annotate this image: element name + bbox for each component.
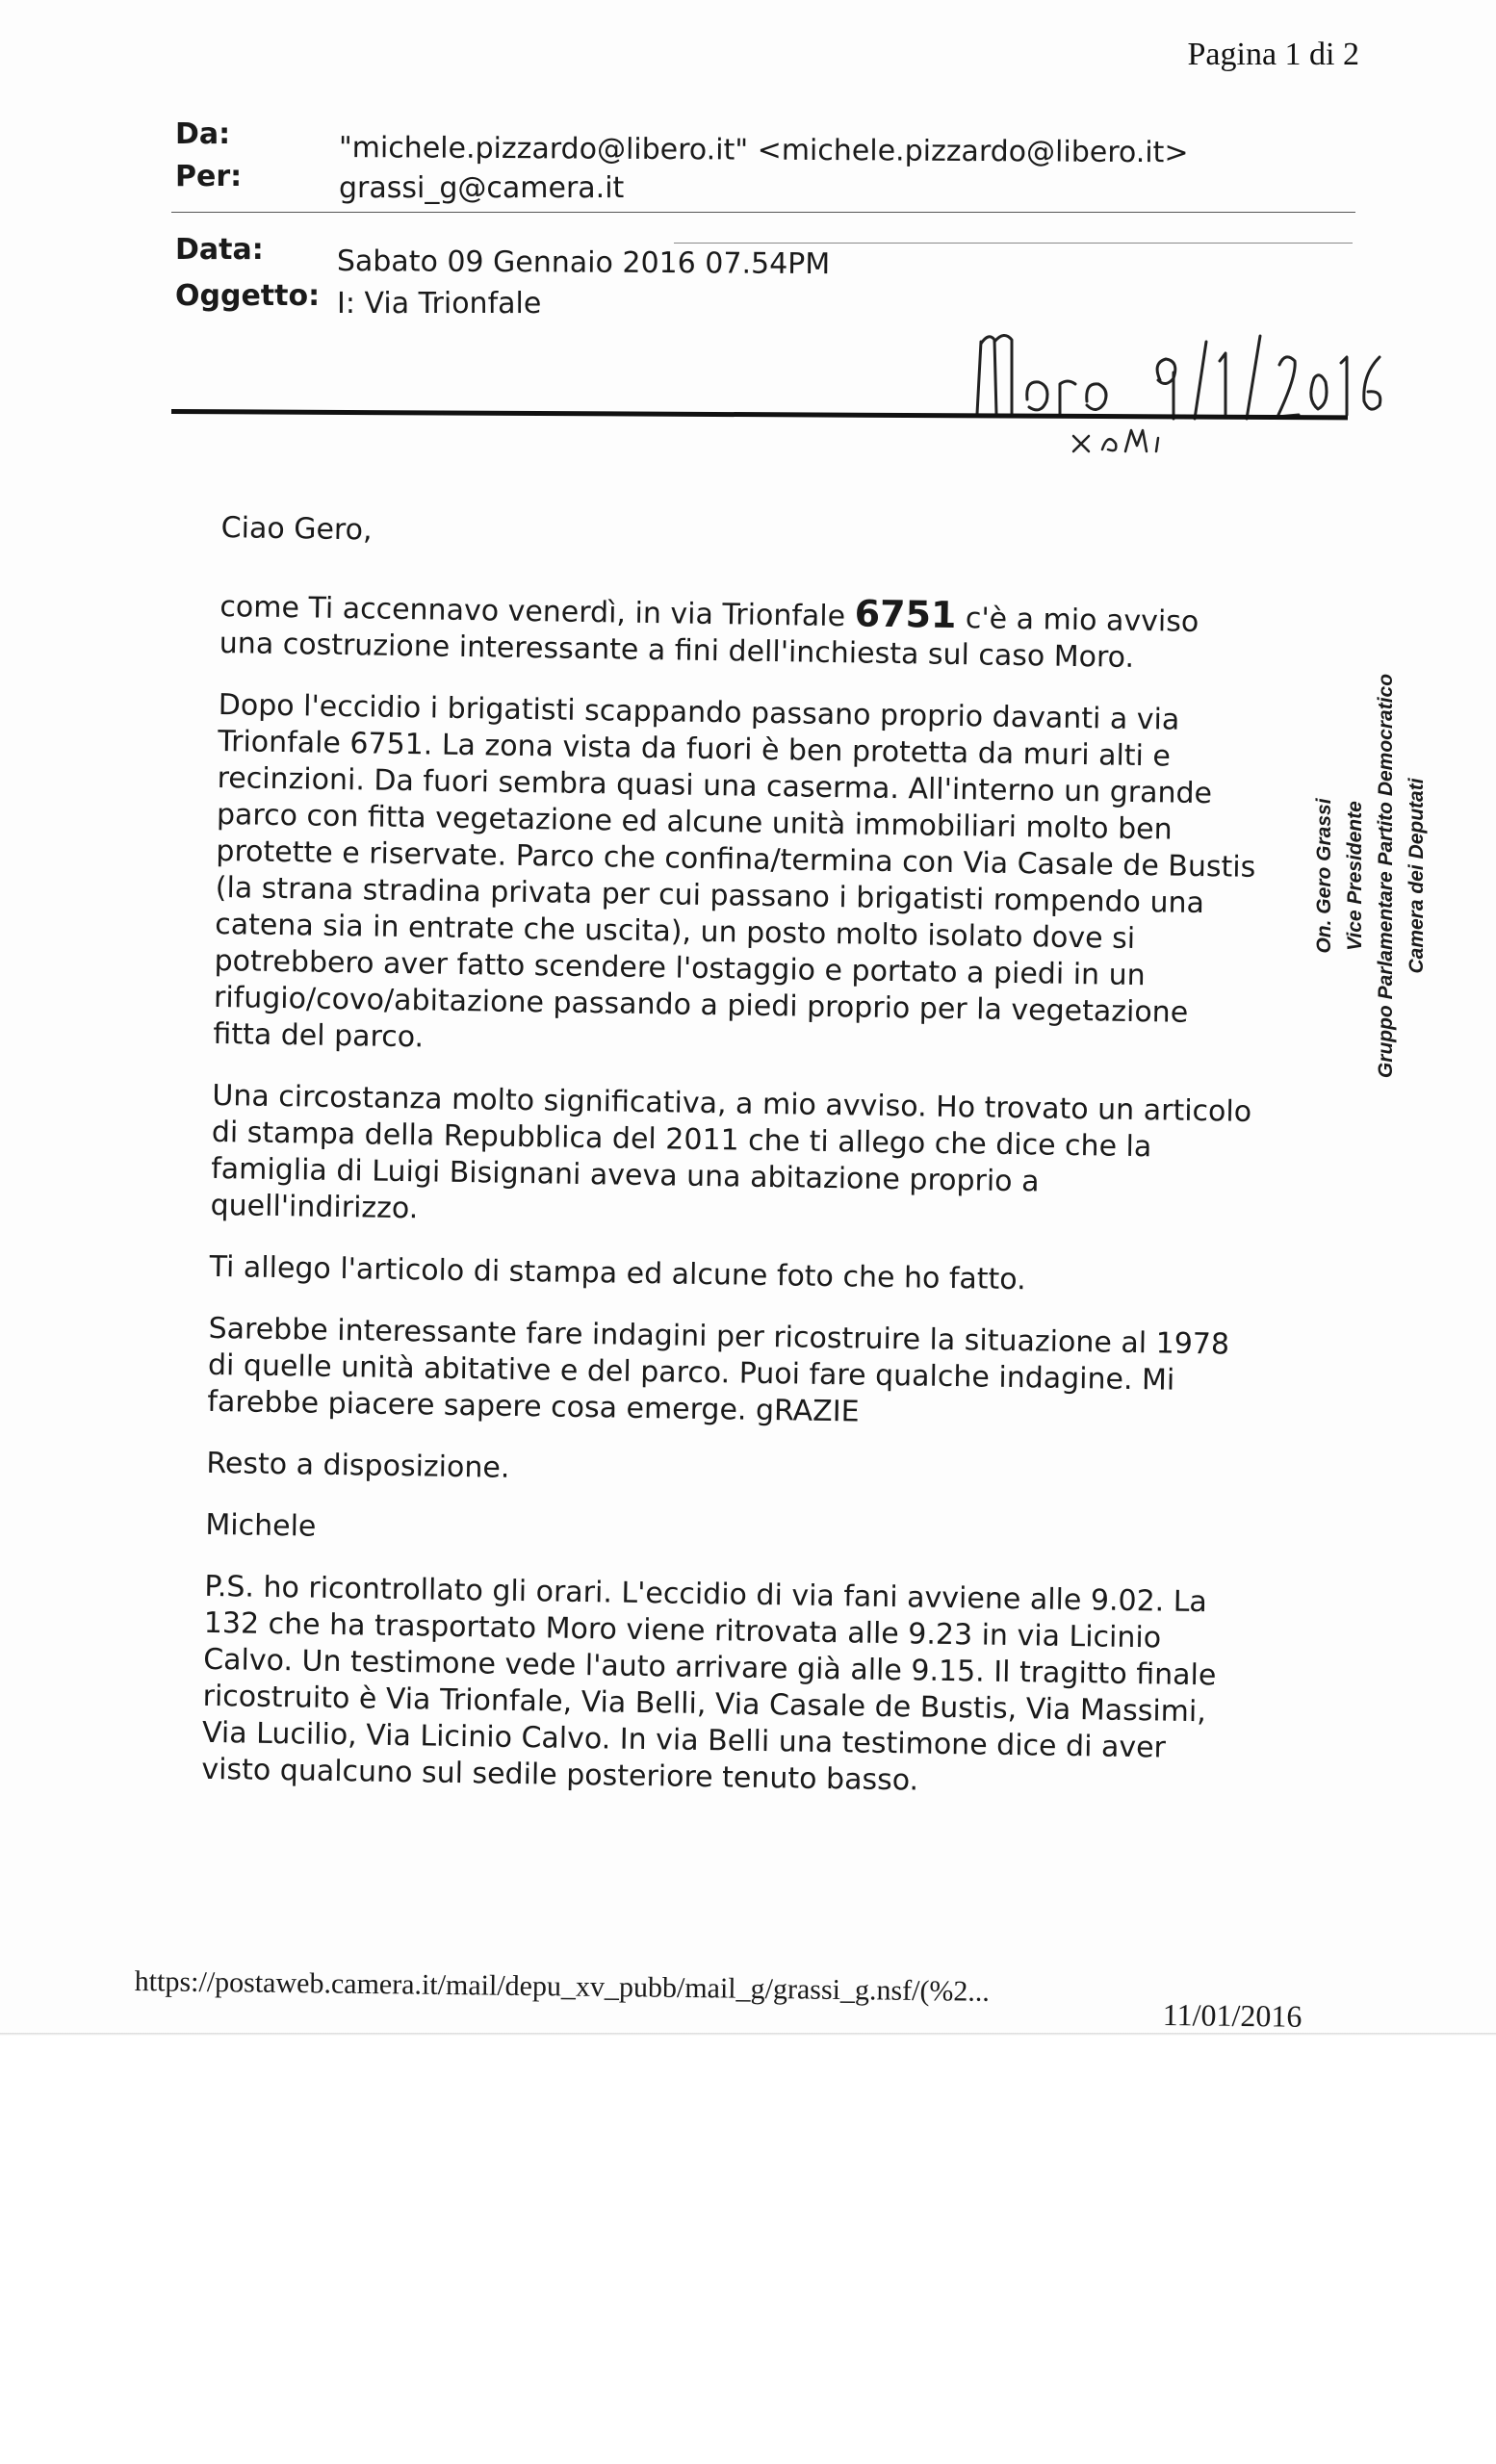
stamp-name: On. Gero Grassi xyxy=(1313,798,1335,954)
paragraph-4: Ti allego l'articolo di stampa ed alcune foto che ho fatto. xyxy=(209,1249,1026,1297)
subject-value: I: Via Trionfale xyxy=(337,287,542,321)
email-body xyxy=(201,510,1261,1830)
to-value: grassi_g@camera.it xyxy=(339,171,625,205)
signature: Michele xyxy=(205,1507,317,1544)
stamp-chamber: Camera dei Deputati xyxy=(1406,778,1428,974)
footer-date: 11/01/2016 xyxy=(1162,1997,1303,2034)
paragraph-6: Resto a disposizione. xyxy=(206,1446,510,1485)
paragraph-1 xyxy=(219,585,1260,679)
to-label: Per: xyxy=(175,160,243,193)
footer-url: https://postaweb.camera.it/mail/depu_xv_pubb/mail_g/grassi_g.nsf/(%2... xyxy=(134,1965,991,2008)
header-divider-2 xyxy=(674,243,1353,244)
header-divider xyxy=(171,212,1355,213)
paragraph-3: Una circostanza molto significativa, a mio avviso. Ho trovato un articolo di stampa della Repubblica del 2011 che ti allego che dice che la famiglia di Luigi Bisignani aveva una abitazione proprio a quell'indirizzo. xyxy=(210,1078,1252,1226)
handwritten-annotation xyxy=(967,322,1391,457)
street-number: 6751 xyxy=(854,592,957,637)
stamp-group: Gruppo Parlamentare Partito Democratico xyxy=(1375,673,1397,1079)
paragraph-1-end: c'è a mio avviso una costruzione interessante a fini dell'inchiesta sul caso Moro. xyxy=(219,602,1199,675)
from-value: "michele.pizzardo@libero.it" <michele.pizzardo@libero.it> xyxy=(338,131,1189,170)
from-label: Da: xyxy=(175,117,231,151)
page-indicator: Pagina 1 di 2 xyxy=(1187,37,1359,72)
paragraph-2: Dopo l'eccidio i brigatisti scappando passano proprio davanti a via Trionfale 6751. La zona vista da fuori è ben protetta da muri alti e recinzioni. Da fuori sembra quasi una caserma. All'interno un grande parco con fitta vegetazione ed alcune unità immobiliari molto ben protette e riservate. Parco che confina/termina con Via Casale de Bustis (la strana stradina privata per cui passano i brigatisti rompendo una catena sia in entrate che uscita), un posto molto isolato dove si potrebbero aver fatto scendere l'ostaggio e portato a piedi in un rifugio/covo/abitazione passando a piedi proprio per la vegetazione fitta del parco. xyxy=(213,687,1256,1055)
paragraph-1-start: come Ti accennavo venerdì, in via Trionfale xyxy=(219,589,855,634)
stamp-title: Vice Presidente xyxy=(1344,801,1366,951)
office-stamp xyxy=(1309,664,1444,1088)
greeting: Ciao Gero, xyxy=(220,510,373,548)
date-label: Data: xyxy=(175,233,264,267)
paragraph-5: Sarebbe interessante fare indagini per ricostruire la situazione al 1978 di quelle unità abitative e del parco. Puoi fare qualche indagine. Mi farebbe piacere sapere cosa emerge. gRAZIE xyxy=(207,1311,1230,1429)
date-value: Sabato 09 Gennaio 2016 07.54PM xyxy=(336,244,831,282)
postscript: P.S. ho ricontrollato gli orari. L'eccidio di via fani avviene alle 9.02. La 132 che ha trasportato Moro viene ritrovata alle 9.23 in via Licinio Calvo. Un testimone vede l'auto arrivare già alle 9.15. Il tragitto finale ricostruito è Via Trionfale, Via Belli, Via Casale de Bustis, Via Massimi, Via Lucilio, Via Licinio Calvo. In via Belli una testimone dice di aver visto qualcuno sul sedile posteriore tenuto basso. xyxy=(201,1569,1217,1798)
subject-label: Oggetto: xyxy=(175,279,321,313)
